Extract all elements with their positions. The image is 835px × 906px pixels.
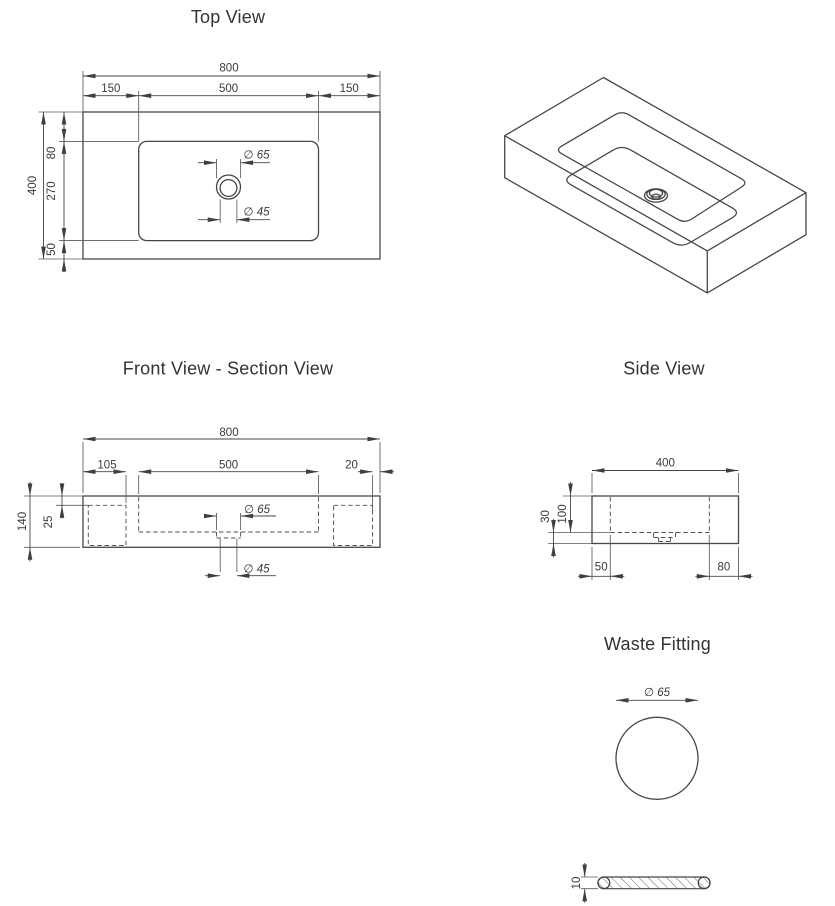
side-view-title: Side View — [623, 358, 705, 379]
top-dim-150-left: 150 — [101, 83, 121, 95]
top-view-dimensions — [44, 76, 381, 272]
top-dim-800: 800 — [219, 62, 239, 75]
front-view — [17, 359, 394, 576]
top-dim-270: 270 — [46, 181, 58, 201]
basin-outline-front — [83, 496, 380, 547]
top-dia-65: ∅ 65 — [243, 149, 270, 162]
front-view-title: Front View - Section View — [122, 358, 334, 379]
top-view-title: Top View — [190, 7, 266, 27]
side-extension-lines — [548, 473, 739, 580]
front-dia-65: ∅ 65 — [244, 504, 271, 516]
front-dim-500: 500 — [219, 459, 239, 472]
top-dim-400: 400 — [27, 175, 39, 196]
waste-dia-65: ∅ 65 — [643, 687, 671, 699]
gasket-body — [598, 877, 710, 889]
waste-fitting-view — [571, 634, 711, 903]
waste-dim-10: 10 — [571, 876, 583, 890]
top-dim-80: 80 — [46, 146, 58, 160]
iso-drain — [645, 189, 668, 202]
top-dia-45: ∅ 45 — [243, 206, 270, 219]
waste-gasket-section — [571, 863, 710, 903]
waste-fitting-title: Waste Fitting — [604, 634, 711, 654]
side-dimensions — [554, 471, 753, 577]
front-dim-800: 800 — [219, 427, 239, 439]
front-hidden-lines — [88, 497, 372, 546]
front-dia-45: ∅ 45 — [243, 563, 270, 576]
top-dim-50: 50 — [46, 243, 58, 256]
side-dim-30: 30 — [540, 510, 552, 523]
front-dim-105: 105 — [97, 459, 117, 472]
side-hidden-lines — [610, 497, 709, 542]
basin-outline-side — [592, 496, 739, 544]
side-view — [540, 359, 753, 581]
iso-basin-rim — [558, 113, 744, 222]
side-dim-50: 50 — [594, 561, 608, 574]
front-extension-lines — [24, 442, 380, 572]
waste-fitting-circle — [616, 717, 698, 799]
front-dimensions — [30, 439, 394, 576]
side-dim-400: 400 — [655, 457, 675, 470]
front-dim-20: 20 — [345, 459, 358, 472]
top-view — [27, 7, 380, 272]
side-dim-80: 80 — [717, 561, 731, 574]
basin-outline-top — [83, 112, 380, 259]
drain-inner-circle — [220, 180, 237, 197]
isometric-view — [505, 78, 806, 293]
front-dim-140: 140 — [17, 511, 29, 532]
top-dim-500: 500 — [219, 83, 239, 95]
iso-side-faces — [505, 136, 806, 293]
top-dim-150-right: 150 — [339, 83, 359, 95]
top-view-extension-lines — [39, 71, 381, 259]
front-dim-25: 25 — [43, 515, 55, 529]
side-dim-100: 100 — [557, 504, 569, 524]
basin-bowl-top — [139, 141, 319, 240]
